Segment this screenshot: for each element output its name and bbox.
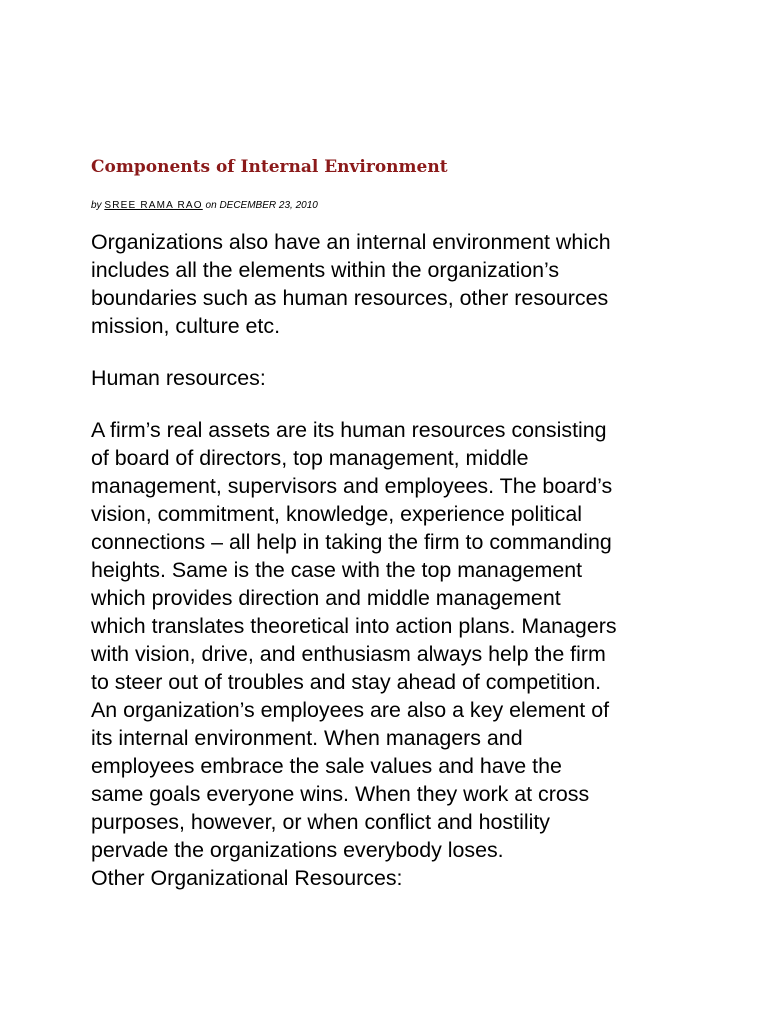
paragraph-human-resources: A firm’s real assets are its human resources consisting of board of directors, top management, middle management, supervisors and employees. The board’s vision, commitment, knowledge, experience political connections – all help in taking the firm to commanding heights. Same is the case with the top management which provides direction and middle management which translates theoretical into action plans. Managers with vision, drive, and enthusiasm always help the firm to steer out of troubles and stay ahead of competition. An organization’s employees are also a key element of its internal environment. When managers and employees embrace the sale values and have the same goals everyone wins. When they work at cross purposes, however, or when conflict and hostility pervade the organizations everybody loses. bbox=[91, 418, 617, 862]
byline-on: on bbox=[205, 200, 217, 211]
paragraph-intro: Organizations also have an internal environment which includes all the elements within the organization’s boundaries such as human resources, other resources mission, culture etc. bbox=[91, 230, 611, 338]
article-title: Components of Internal Environment bbox=[91, 157, 448, 177]
byline-by: by bbox=[91, 200, 102, 211]
publish-date: DECEMBER 23, 2010 bbox=[219, 200, 318, 211]
byline bbox=[91, 199, 318, 213]
heading-human-resources: Human resources: bbox=[91, 366, 266, 390]
heading-other-resources: Other Organizational Resources: bbox=[91, 866, 403, 890]
author-link[interactable]: SREE RAMA RAO bbox=[104, 200, 203, 211]
